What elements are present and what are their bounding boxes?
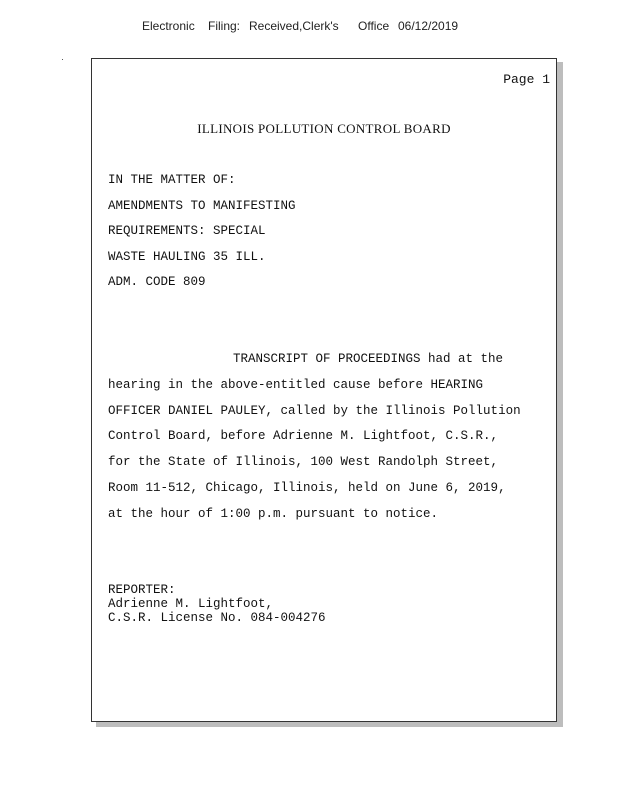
caption-line: AMENDMENTS TO MANIFESTING (108, 198, 296, 213)
reporter-license: C.S.R. License No. 084-004276 (108, 611, 326, 625)
caption-line: REQUIREMENTS: SPECIAL (108, 224, 266, 238)
scan-speck (62, 59, 63, 60)
stamp-filing-label: Filing: (208, 19, 241, 33)
stamp-received-label: Received,Clerk's (249, 19, 339, 33)
caption-line: WASTE HAULING 35 ILL. (108, 249, 266, 264)
case-caption (108, 172, 296, 300)
paragraph-line: OFFICER DANIEL PAULEY, called by the Illinois Pollution (108, 403, 521, 418)
reporter-block (108, 583, 326, 625)
transcript-page (91, 58, 557, 722)
caption-line: IN THE MATTER OF: (108, 173, 236, 187)
stamp-date: 06/12/2019 (398, 19, 459, 33)
reporter-heading: REPORTER: (108, 583, 176, 597)
paragraph-line: Control Board, before Adrienne M. Lightfoot, C.S.R., (108, 429, 499, 444)
paragraph-line: Room 11-512, Chicago, Illinois, held on June 6, 2019, (108, 480, 506, 495)
page-number: Page 1 (503, 72, 550, 87)
reporter-name: Adrienne M. Lightfoot, (108, 597, 274, 611)
stamp-electronic-label: Electronic (142, 19, 195, 33)
board-title: ILLINOIS POLLUTION CONTROL BOARD (197, 121, 451, 136)
paragraph-line: hearing in the above-entitled cause before HEARING (108, 377, 484, 392)
stamp-office-label: Office (358, 19, 390, 33)
proceedings-paragraph (108, 351, 553, 532)
paragraph-line: at the hour of 1:00 p.m. pursuant to notice. (108, 506, 439, 521)
paragraph-line: TRANSCRIPT OF PROCEEDINGS had at the (233, 352, 504, 366)
paragraph-line: for the State of Illinois, 100 West Randolph Street, (108, 455, 499, 470)
caption-line: ADM. CODE 809 (108, 275, 206, 289)
